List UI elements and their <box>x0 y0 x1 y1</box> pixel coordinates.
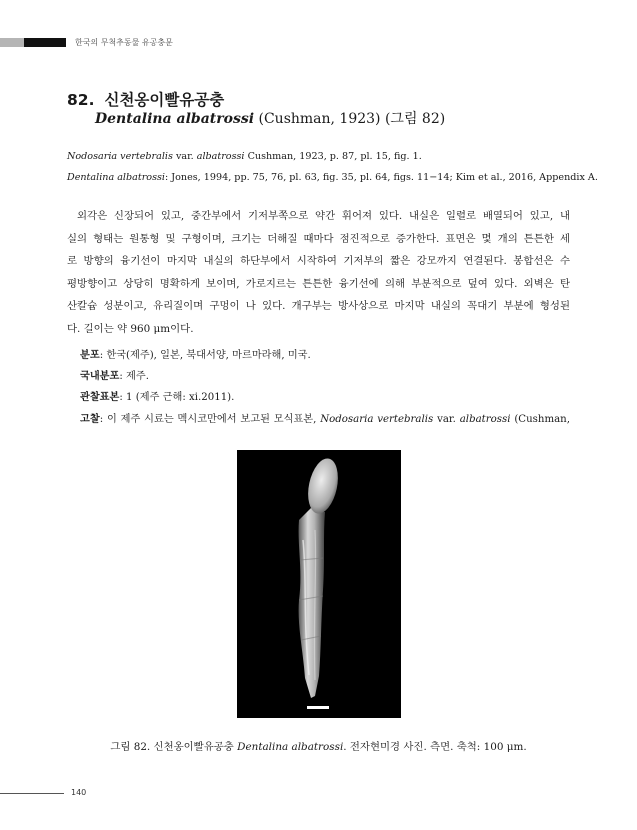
caption-suffix: . 전자현미경 사진. 측면. 축척: 100 μm. <box>343 741 527 753</box>
footer-rule <box>0 793 64 794</box>
species-title <box>67 88 224 110</box>
species-number: 82. <box>67 91 95 109</box>
remarks-genus: Nodosaria vertebralis <box>320 414 434 425</box>
scale-bar <box>307 706 329 709</box>
specimen-examined <box>80 388 234 403</box>
remarks-text-2: (Cushman, <box>510 414 570 425</box>
species-subtitle <box>95 108 445 128</box>
species-scientific-name: Dentalina albatrossi <box>95 111 255 127</box>
domestic-label: 국내분포 <box>80 371 120 382</box>
remarks <box>80 410 570 425</box>
foraminifera-specimen-image <box>237 450 401 718</box>
species-authority: (Cushman, 1923) (그림 82) <box>254 111 446 127</box>
header-bar-grey <box>0 38 24 47</box>
specimen-value: : 1 (제주 근해: xi.2011). <box>119 392 235 403</box>
distribution-label: 분포 <box>80 350 100 361</box>
figure-caption <box>0 738 637 753</box>
test-body <box>299 508 325 698</box>
running-title: 한국의 무척추동물 유공충문 <box>75 38 173 47</box>
synonym-2 <box>67 172 598 183</box>
remarks-label: 고찰 <box>80 414 100 425</box>
description-line: 다. 길이는 약 960 μm이다. <box>67 322 194 335</box>
description-line: 실의 형태는 원통형 및 구형이며, 크기는 더해질 때마다 점진적으로 증가한다. 표면은 몇 개의 튼튼한 세 <box>67 232 570 245</box>
caption-sci-name: Dentalina albatrossi <box>237 741 344 753</box>
header-bar-black <box>24 38 66 47</box>
synonym-1-epithet: albatrossi <box>196 151 245 162</box>
distribution <box>80 346 311 361</box>
synonym-1-ref: Cushman, 1923, p. 87, pl. 15, fig. 1. <box>244 151 422 162</box>
synonym-2-name: Dentalina albatrossi <box>67 172 165 183</box>
page-number: 140 <box>71 788 87 797</box>
synonym-1-genus: Nodosaria vertebralis <box>67 151 173 162</box>
description-line: 외각은 신장되어 있고, 중간부에서 기저부쪽으로 약간 휘어져 있다. 내실은 일렬로 배열되어 있고, 내 <box>77 210 570 222</box>
synonym-1-mid: var. <box>172 151 197 162</box>
remarks-mid: var. <box>433 414 460 425</box>
specimen-label: 관찰표본 <box>80 392 120 403</box>
description-line: 평방향이고 상당히 명확하게 보이며, 가로지르는 튼튼한 융기선에 의해 부분적으로 덮여 있다. 외벽은 탄 <box>67 277 570 290</box>
final-chamber <box>303 456 342 517</box>
sem-photo <box>237 450 401 718</box>
caption-prefix: 그림 82. 신천옹이빨유공충 <box>110 741 238 753</box>
species-korean-name: 신천옹이빨유공충 <box>104 91 225 109</box>
description-line: 산칼슘 성분이고, 유리질이며 구멍이 나 있다. 개구부는 방사상으로 마지막 내실의 꼭대기 부분에 형성된 <box>67 300 570 312</box>
remarks-text-1: : 이 제주 시료는 멕시코만에서 보고된 모식표본, <box>99 414 321 425</box>
remarks-epithet: albatrossi <box>459 414 511 425</box>
distribution-value: : 한국(제주), 일본, 북대서양, 마르마라해, 미국. <box>99 350 311 361</box>
synonym-1 <box>67 151 422 162</box>
description-line: 로 방향의 융기선이 마지막 내실의 하단부에서 시작하여 기저부의 짧은 강모까지 연결된다. 봉합선은 수 <box>67 255 570 267</box>
domestic-value: : 제주. <box>119 371 149 382</box>
description-paragraph <box>67 205 570 340</box>
domestic-distribution <box>80 367 149 382</box>
synonym-2-ref: : Jones, 1994, pp. 75, 76, pl. 63, fig. 35, pl. 64, figs. 11−14; Kim et al., 2016, Appendix A. <box>165 172 598 183</box>
